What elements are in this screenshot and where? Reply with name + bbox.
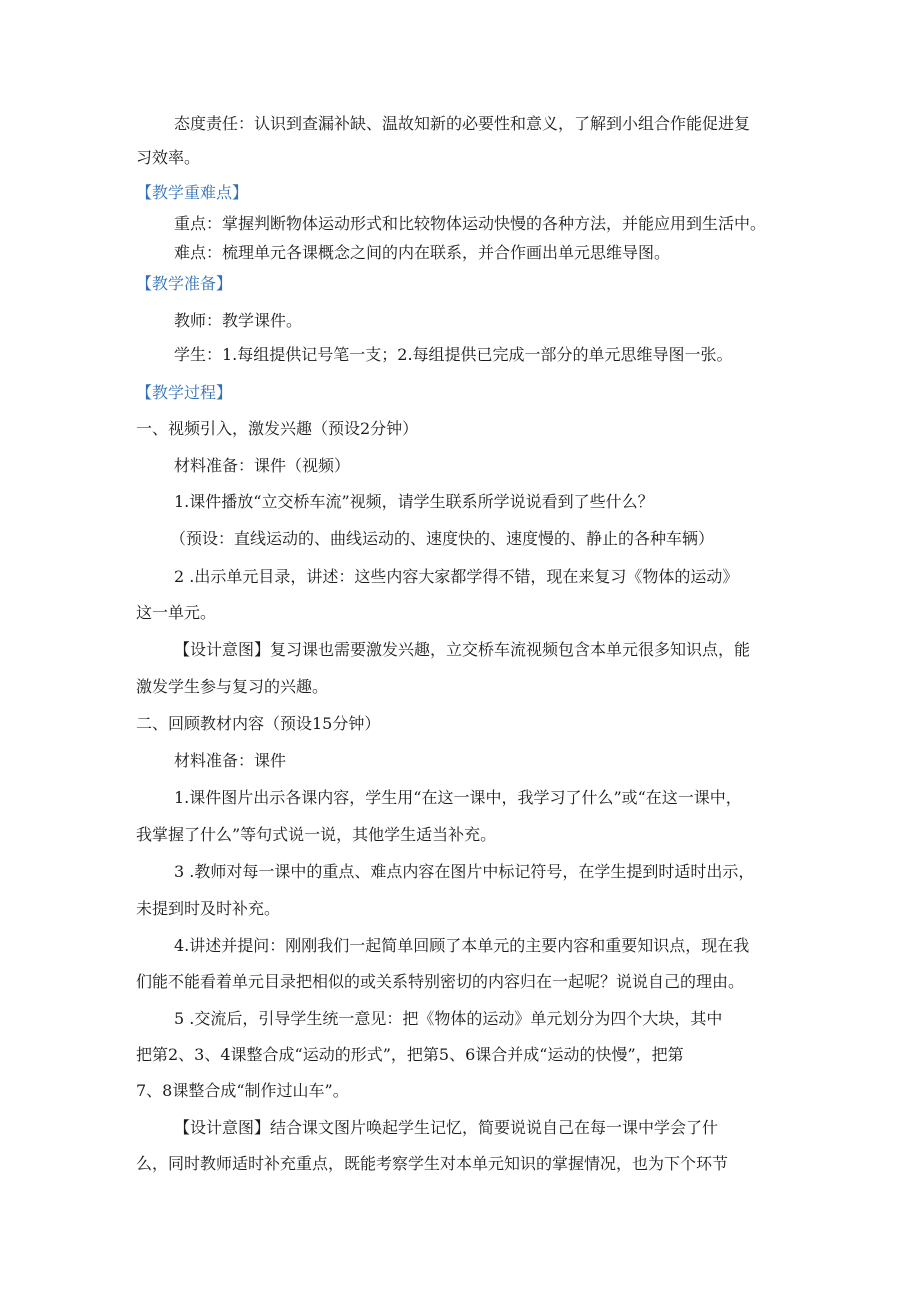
part-two-step-4: 4.讲述并提问：刚刚我们一起简单回顾了本单元的主要内容和重要知识点，现在我 xyxy=(174,936,750,955)
part-two-step-3-cont: 未提到时及时补充。 xyxy=(136,899,281,918)
design-intent-1-cont: 激发学生参与复习的兴趣。 xyxy=(136,677,329,696)
part-one-step-2: 2 .出示单元目录，讲述：这些内容大家都学得不错，现在来复习《物体的运动》 xyxy=(174,567,739,586)
part-one-title: 一、视频引入，激发兴趣（预设2分钟） xyxy=(136,419,419,438)
section-heading-preparation: 【教学准备】 xyxy=(136,274,233,293)
student-prep-line: 学生：1.每组提供记号笔一支；2.每组提供已完成一部分的单元思维导图一张。 xyxy=(174,345,733,364)
section-heading-process: 【教学过程】 xyxy=(136,383,233,402)
part-two-step-5-cont-2: 7、8课整合成“制作过山车”。 xyxy=(136,1081,349,1100)
part-two-step-3: 3 .教师对每一课中的重点、难点内容在图片中标记符号，在学生提到时适时出示， xyxy=(174,862,755,881)
key-point-line: 重点：掌握判断物体运动形式和比较物体运动快慢的各种方法，并能应用到生活中。 xyxy=(174,214,767,233)
part-two-step-1-cont: 我掌握了什么”等句式说一说，其他学生适当补充。 xyxy=(136,825,497,844)
part-two-step-4-cont: 们能不能看着单元目录把相似的或关系特别密切的内容归在一起呢？说说自己的理由。 xyxy=(136,972,745,991)
design-intent-2-cont: 么，同时教师适时补充重点，既能考察学生对本单元知识的掌握情况，也为下个环节 xyxy=(136,1154,729,1173)
part-two-step-5: 5 .交流后，引导学生统一意见：把《物体的运动》单元划分为四个大块，其中 xyxy=(174,1009,723,1028)
teacher-prep-line: 教师：教学课件。 xyxy=(174,311,303,330)
attitude-line-cont: 习效率。 xyxy=(136,148,201,167)
attitude-line: 态度责任：认识到查漏补缺、温故知新的必要性和意义，了解到小组合作能促进复 xyxy=(174,114,751,133)
part-two-step-1: 1.课件图片出示各课内容，学生用“在这一课中，我学习了什么”或“在这一课中， xyxy=(174,788,742,807)
section-heading-key-points: 【教学重难点】 xyxy=(136,183,249,202)
design-intent-2: 【设计意图】结合课文图片唤起学生记忆，简要说说自己在每一课中学会了什 xyxy=(174,1118,719,1137)
part-one-step-1: 1.课件播放“立交桥车流”视频，请学生联系所学说说看到了些什么？ xyxy=(174,492,654,511)
part-two-step-5-cont: 把第2、3、4课整合成“运动的形式”，把第5、6课合并成“运动的快慢”，把第 xyxy=(136,1045,684,1064)
part-two-materials: 材料准备：课件 xyxy=(174,751,287,770)
part-two-title: 二、回顾教材内容（预设15分钟） xyxy=(136,714,381,733)
difficulty-line: 难点：梳理单元各课概念之间的内在联系，并合作画出单元思维导图。 xyxy=(174,243,671,262)
part-one-materials: 材料准备：课件（视频） xyxy=(174,456,351,475)
part-one-preset: （预设：直线运动的、曲线运动的、速度快的、速度慢的、静止的各种车辆） xyxy=(170,529,715,548)
design-intent-1: 【设计意图】复习课也需要激发兴趣，立交桥车流视频包含本单元很多知识点，能 xyxy=(174,640,751,659)
part-one-step-2-cont: 这一单元。 xyxy=(136,603,217,622)
